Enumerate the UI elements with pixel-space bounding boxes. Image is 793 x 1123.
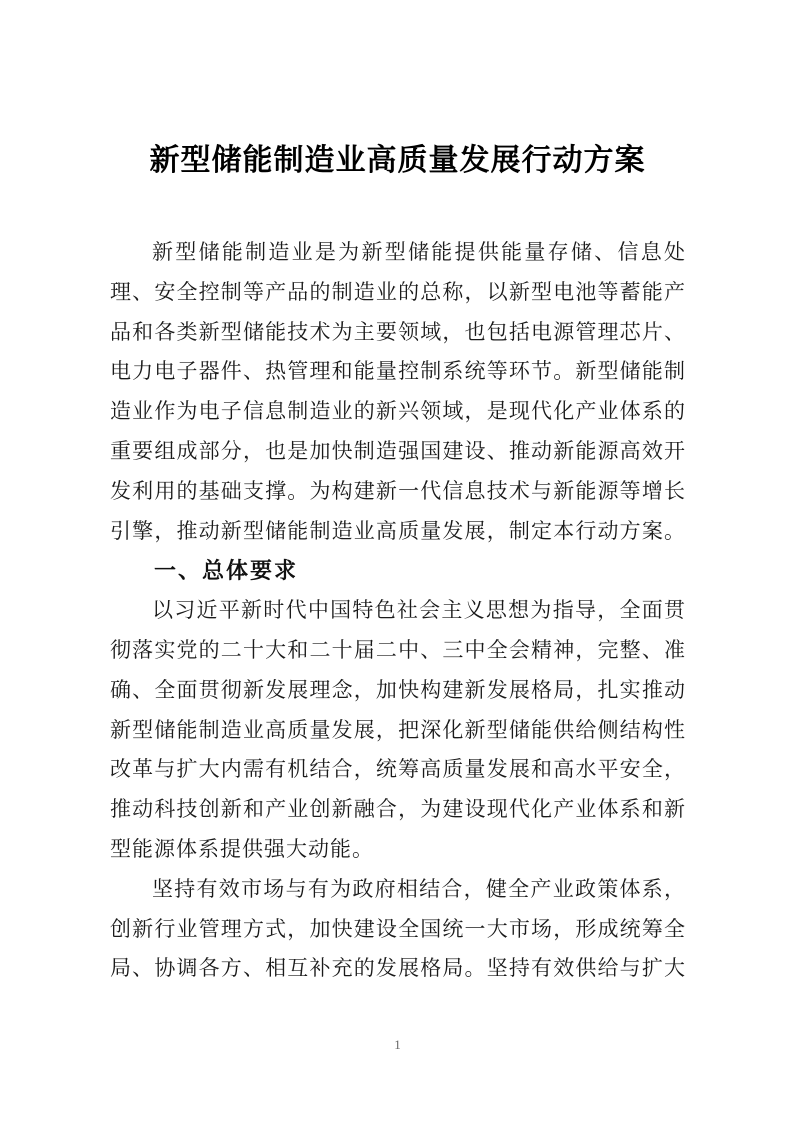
paragraph-line: 造业作为电子信息制造业的新兴领域，是现代化产业体系的 bbox=[110, 399, 685, 424]
section-heading: 一、总体要求 bbox=[154, 558, 299, 584]
paragraph-line: 以习近平新时代中国特色社会主义思想为指导，全面贯 bbox=[152, 598, 685, 623]
paragraph-line: 新型储能制造业高质量发展，把深化新型储能供给侧结构性 bbox=[110, 717, 685, 742]
paragraph-line: 新型储能制造业是为新型储能提供能量存储、信息处 bbox=[152, 240, 685, 264]
doc-title: 新型储能制造业高质量发展行动方案 bbox=[149, 144, 646, 177]
paragraph-line: 坚持有效市场与有为政府相结合，健全产业政策体系， bbox=[152, 876, 685, 901]
paragraph-line: 引擎，推动新型储能制造业高质量发展，制定本行动方案。 bbox=[110, 518, 685, 543]
paragraph-line: 改革与扩大内需有机结合，统筹高质量发展和高水平安全， bbox=[110, 757, 685, 782]
paragraph-line: 品和各类新型储能技术为主要领域，也包括电源管理芯片、 bbox=[110, 319, 685, 344]
paragraph-line: 重要组成部分，也是加快制造强国建设、推动新能源高效开 bbox=[110, 438, 685, 463]
paragraph-line: 型能源体系提供强大动能。 bbox=[110, 836, 374, 861]
paragraph-line: 推动科技创新和产业创新融合，为建设现代化产业体系和新 bbox=[110, 797, 685, 822]
paragraph-line: 局、协调各方、相互补充的发展格局。坚持有效供给与扩大 bbox=[110, 956, 685, 981]
document-body bbox=[110, 233, 685, 989]
paragraph-line: 彻落实党的二十大和二十届二中、三中全会精神，完整、准 bbox=[110, 637, 685, 662]
paragraph-line: 发利用的基础支撑。为构建新一代信息技术与新能源等增长 bbox=[110, 478, 685, 503]
page-number: 1 bbox=[394, 1037, 401, 1053]
paragraph-line: 创新行业管理方式，加快建设全国统一大市场，形成统筹全 bbox=[110, 916, 685, 941]
paragraph-line: 理、安全控制等产品的制造业的总称，以新型电池等蓄能产 bbox=[110, 279, 685, 304]
paragraph-line: 确、全面贯彻新发展理念，加快构建新发展格局，扎实推动 bbox=[110, 677, 685, 702]
paragraph-line: 电力电子器件、热管理和能量控制系统等环节。新型储能制 bbox=[110, 359, 685, 384]
